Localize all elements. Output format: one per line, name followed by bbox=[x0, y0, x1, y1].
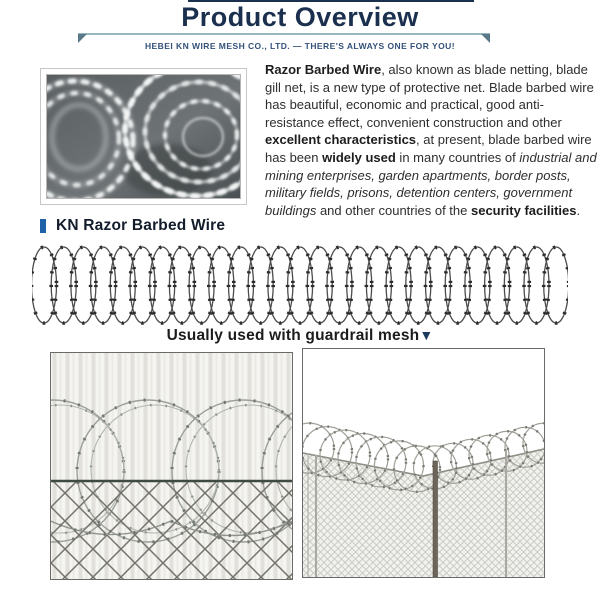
intro-paragraph: Razor Barbed Wire, also known as blade netting, blade gill net, is a new type of protective net. Blade barbed wire has beautiful, economic and practical, good anti-resistance effect, convenient construction and other excellent characteristics, at present, blade barbed wire has been widely used in many countries of industrial and mining enterprises, garden apartments, border posts, military fields, prisons, detention centers, government buildings and other countries of the security facilities. bbox=[265, 62, 597, 218]
title-underline bbox=[78, 33, 490, 35]
product-photo-frame bbox=[40, 68, 247, 205]
fence-photo-chainlink bbox=[302, 348, 545, 578]
guardrail-note bbox=[0, 327, 600, 345]
caption-bar-icon bbox=[40, 219, 46, 233]
concertina-coil-illustration bbox=[32, 243, 568, 327]
razor-wire-photo bbox=[46, 74, 241, 199]
down-triangle-icon: ▼ bbox=[419, 327, 434, 343]
company-subtitle: HEBEI KN WIRE MESH CO., LTD. — THERE'S ALWAYS ONE FOR YOU! bbox=[144, 41, 456, 51]
page-title: Product Overview bbox=[181, 2, 419, 32]
fence-photo-corrugated-wall bbox=[50, 352, 293, 580]
guardrail-note-text: Usually used with guardrail mesh bbox=[166, 327, 420, 344]
caption-text: KN Razor Barbed Wire bbox=[56, 217, 226, 234]
section-caption bbox=[40, 217, 225, 235]
